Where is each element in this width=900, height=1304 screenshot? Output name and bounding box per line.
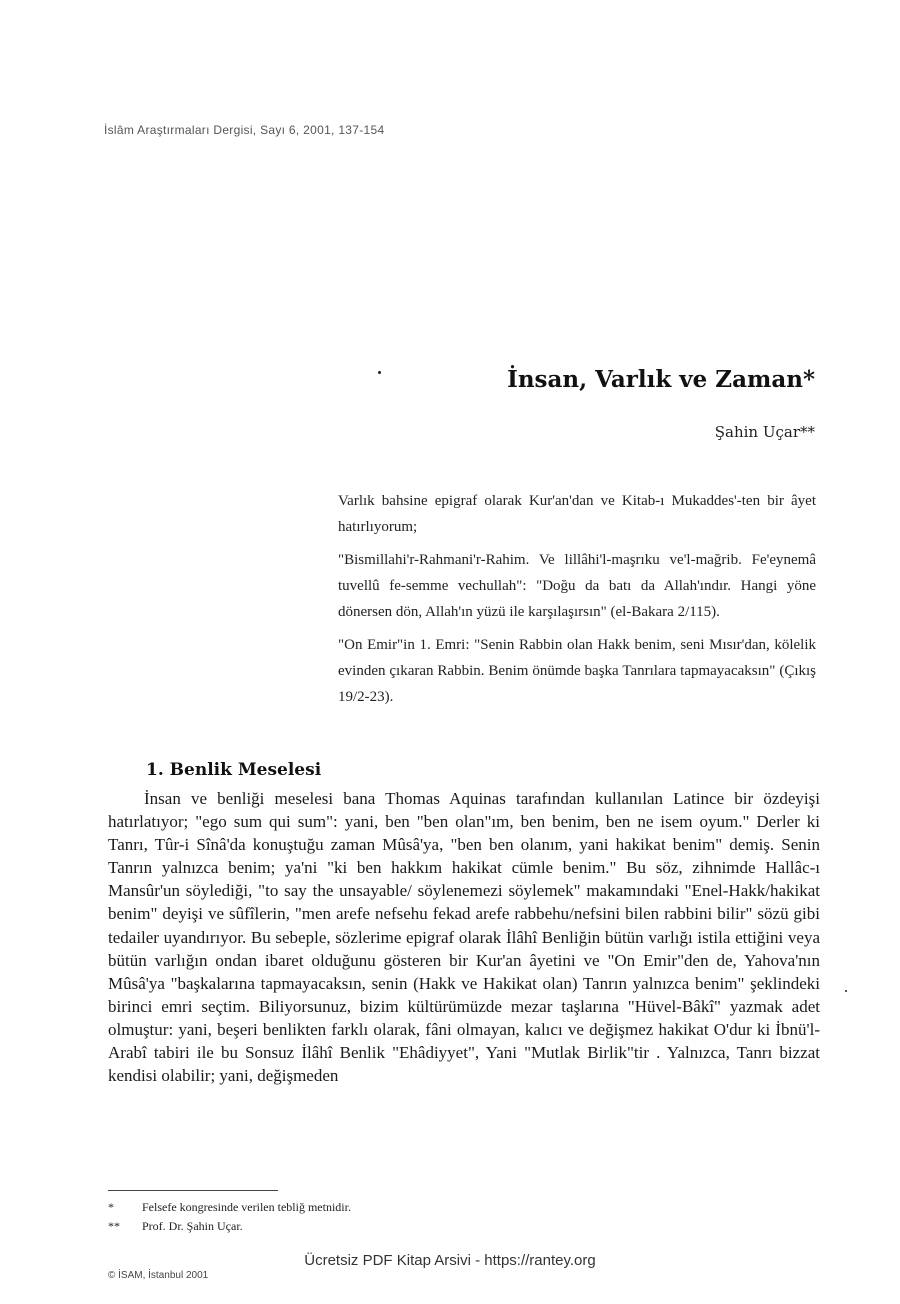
footnotes	[108, 1198, 351, 1236]
copyright-notice: © İSAM, İstanbul 2001	[108, 1270, 209, 1281]
epigraph-bible-verse: "On Emir"in 1. Emri: "Senin Rabbin olan Hakk benim, seni Mısır'dan, kölelik evinden çıkaran Rabbin. Benim önümde başka Tanrılara tapmayacaksın" (Çıkış 19/2-23).	[338, 637, 816, 705]
footnote-item	[108, 1198, 351, 1217]
article-title: İnsan, Varlık ve Zaman*	[507, 366, 815, 393]
footnote-mark: *	[108, 1200, 114, 1214]
article-author: Şahin Uçar**	[714, 423, 815, 441]
footnote-mark: **	[108, 1219, 120, 1233]
epigraph-intro: Varlık bahsine epigraf olarak Kur'an'dan ve Kitab-ı Mukaddes'-ten bir âyet hatırlıyorum;	[338, 493, 816, 535]
scan-speck	[378, 371, 381, 374]
footnote-text: Felsefe kongresinde verilen tebliğ metnidir.	[142, 1200, 351, 1214]
footnote-item	[108, 1217, 351, 1236]
section-heading: 1. Benlik Meselesi	[146, 760, 322, 780]
journal-citation: İslâm Araştırmaları Dergisi, Sayı 6, 2001, 137-154	[104, 123, 385, 137]
epigraph-block	[338, 488, 816, 717]
footer-archive-link[interactable]: Ücretsiz PDF Kitap Arsivi - https://rantey.org	[304, 1252, 596, 1269]
epigraph-quran-verse: "Bismillahi'r-Rahmani'r-Rahim. Ve lillâhi'l-maşrıku ve'l-mağrib. Fe'eynemâ tuvellû fe-semme vechullah": "Doğu da batı da Allah'ındır. Hangi yöne dönersen dön, Allah'ın yüzü ile karşılaşırsın" (el-Bakara 2/115).	[338, 552, 816, 620]
footnote-divider	[108, 1190, 278, 1191]
scan-speck	[845, 990, 847, 992]
body-paragraph: İnsan ve benliği meselesi bana Thomas Aquinas tarafından kullanılan Latince bir özdeyişi hatırlatıyor; "ego sum qui sum": yani, ben "ben olan"ım, ben benim, ben ne isem oyum." Derler ki Tanrı, Tûr-i Sînâ'da konuştuğu zaman Mûsâ'ya, "ben ben olanım, yani hakikat benim" demiş. Senin Tanrın yalnızca benim; ya'ni "ki ben hakkım hakikat cümle benim." Bu söz, zihnimde Hallâc-ı Mansûr'un söylediği, "to say the unsayable/ söylenemezi söylemek" makamındaki "Enel-Hakk/hakikat benim" deyişi ve sûfîlerin, "men arefe nefsehu fekad arefe rabbehu/nefsini bilen rabbini bilir" sözü gibi tedailer uyandırıyor. Bu sebeple, sözlerime epigraf olarak İlâhî Benliğin bütün varlığı istila ettiğini veya bütün varlığın ondan ibaret olduğunu gösteren bir Kur'an âyetini ve "On Emir"den de, Yahova'nın Mûsâ'ya "başkalarına tapmayacaksın, senin (Hakk ve Hakikat olan) Tanrın yalnızca benim" şeklindeki birinci emri seçtim. Biliyorsunuz, bizim kültürümüzde mezar taşlarına "Hüvel-Bâkî" yazmak adet olmuştur: yani, beşeri benlikten farklı olarak, fâni olmayan, kalıcı ve değişmez hakikat O'dur ki İbnü'l-Arabî tabiri ile bu Sonsuz İlâhî Benlik "Ehâdiyyet", Yani "Mutlak Birlik"tir . Yalnızca, Tanrı bizzat kendisi olabilir; yani, değişmeden	[108, 789, 820, 1086]
footnote-text: Prof. Dr. Şahin Uçar.	[142, 1219, 243, 1233]
